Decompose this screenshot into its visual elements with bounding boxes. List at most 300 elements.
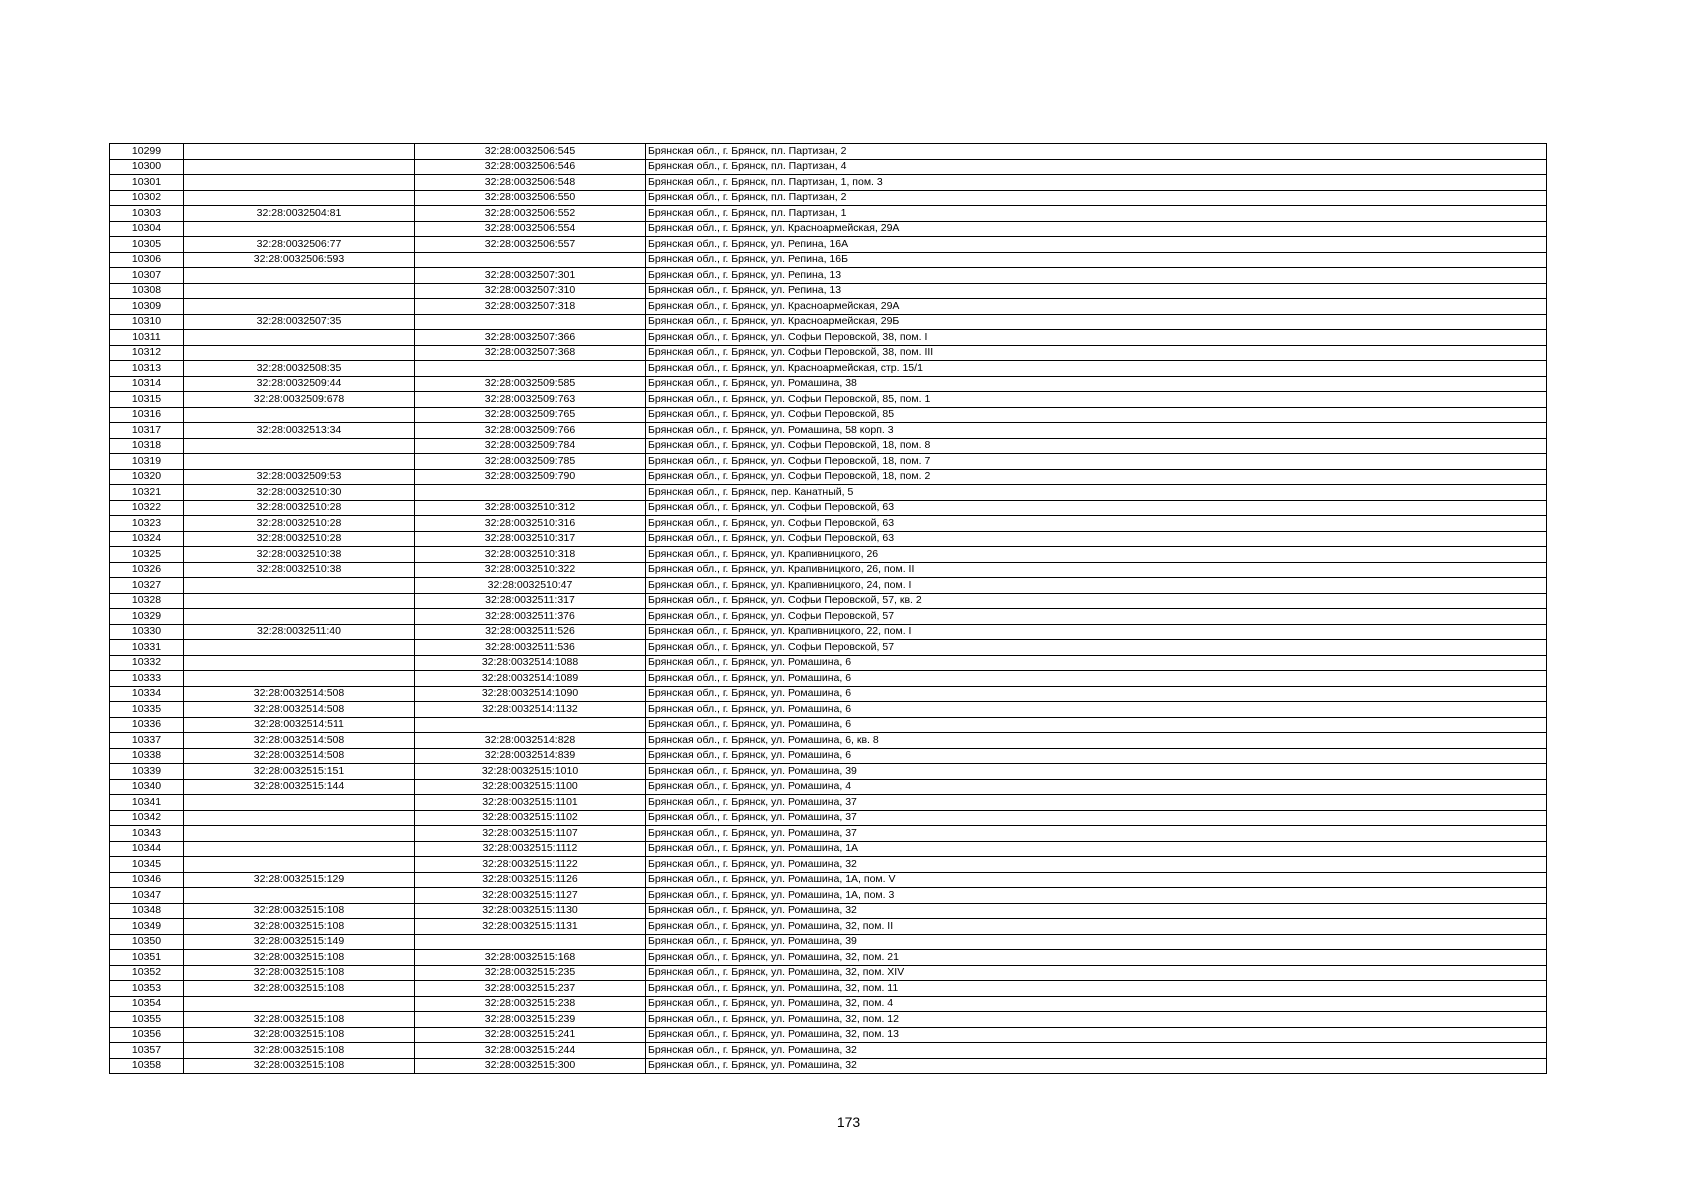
table-row	[110, 252, 1547, 268]
row-number-cell: 10329	[110, 609, 184, 625]
table-row	[110, 826, 1547, 842]
address-cell: Брянская обл., г. Брянск, ул. Ромашина, 4	[646, 779, 1547, 795]
address-cell: Брянская обл., г. Брянск, ул. Софьи Перовской, 57, кв. 2	[646, 593, 1547, 609]
address-cell: Брянская обл., г. Брянск, ул. Ромашина, 37	[646, 826, 1547, 842]
parcel-number-cell	[184, 795, 415, 811]
address-cell: Брянская обл., г. Брянск, пл. Партизан, 4	[646, 159, 1547, 175]
table-row	[110, 562, 1547, 578]
parcel-number-cell: 32:28:0032504:81	[184, 206, 415, 222]
page-number: 173	[836, 1114, 861, 1130]
parcel-number-cell: 32:28:0032515:108	[184, 1058, 415, 1074]
parcel-number-cell: 32:28:0032515:149	[184, 934, 415, 950]
object-number-cell: 32:28:0032514:1088	[415, 655, 646, 671]
row-number-cell: 10300	[110, 159, 184, 175]
object-number-cell: 32:28:0032509:585	[415, 376, 646, 392]
address-cell: Брянская обл., г. Брянск, ул. Ромашина, 32	[646, 1058, 1547, 1074]
row-number-cell: 10319	[110, 454, 184, 470]
object-number-cell: 32:28:0032515:168	[415, 950, 646, 966]
row-number-cell: 10309	[110, 299, 184, 315]
object-number-cell: 32:28:0032510:322	[415, 562, 646, 578]
row-number-cell: 10323	[110, 516, 184, 532]
address-cell: Брянская обл., г. Брянск, ул. Ромашина, 6	[646, 686, 1547, 702]
address-cell: Брянская обл., г. Брянск, ул. Ромашина, 6	[646, 717, 1547, 733]
parcel-number-cell	[184, 190, 415, 206]
row-number-cell: 10313	[110, 361, 184, 377]
table-row	[110, 733, 1547, 749]
address-cell: Брянская обл., г. Брянск, ул. Ромашина, 37	[646, 795, 1547, 811]
object-number-cell: 32:28:0032507:318	[415, 299, 646, 315]
table-row	[110, 795, 1547, 811]
table-row	[110, 1058, 1547, 1074]
table-row	[110, 872, 1547, 888]
table-row	[110, 1043, 1547, 1059]
row-number-cell: 10335	[110, 702, 184, 718]
parcel-number-cell: 32:28:0032506:593	[184, 252, 415, 268]
row-number-cell: 10339	[110, 764, 184, 780]
parcel-number-cell	[184, 609, 415, 625]
table-row	[110, 221, 1547, 237]
address-cell: Брянская обл., г. Брянск, ул. Ромашина, 6	[646, 702, 1547, 718]
address-cell: Брянская обл., г. Брянск, ул. Ромашина, 6	[646, 655, 1547, 671]
row-number-cell: 10314	[110, 376, 184, 392]
table-row	[110, 903, 1547, 919]
address-cell: Брянская обл., г. Брянск, ул. Ромашина, 6	[646, 748, 1547, 764]
address-cell: Брянская обл., г. Брянск, ул. Красноармейская, 29А	[646, 221, 1547, 237]
row-number-cell: 10337	[110, 733, 184, 749]
address-cell: Брянская обл., г. Брянск, ул. Софьи Перовской, 57	[646, 609, 1547, 625]
address-cell: Брянская обл., г. Брянск, ул. Софьи Перовской, 63	[646, 516, 1547, 532]
parcel-number-cell	[184, 345, 415, 361]
parcel-number-cell	[184, 640, 415, 656]
row-number-cell: 10333	[110, 671, 184, 687]
parcel-number-cell: 32:28:0032511:40	[184, 624, 415, 640]
address-cell: Брянская обл., г. Брянск, ул. Софьи Перовской, 57	[646, 640, 1547, 656]
parcel-number-cell	[184, 593, 415, 609]
parcel-number-cell	[184, 221, 415, 237]
object-number-cell: 32:28:0032515:1126	[415, 872, 646, 888]
object-number-cell: 32:28:0032506:545	[415, 144, 646, 160]
object-number-cell: 32:28:0032515:238	[415, 996, 646, 1012]
table-row	[110, 516, 1547, 532]
row-number-cell: 10344	[110, 841, 184, 857]
object-number-cell: 32:28:0032510:312	[415, 500, 646, 516]
table-row	[110, 268, 1547, 284]
table-row	[110, 237, 1547, 253]
row-number-cell: 10357	[110, 1043, 184, 1059]
parcel-number-cell: 32:28:0032510:38	[184, 562, 415, 578]
address-cell: Брянская обл., г. Брянск, ул. Красноармейская, 29А	[646, 299, 1547, 315]
table-row	[110, 423, 1547, 439]
object-number-cell: 32:28:0032514:828	[415, 733, 646, 749]
object-number-cell: 32:28:0032510:317	[415, 531, 646, 547]
table-body	[110, 144, 1547, 1074]
table-row	[110, 1027, 1547, 1043]
object-number-cell	[415, 252, 646, 268]
row-number-cell: 10321	[110, 485, 184, 501]
table-row	[110, 283, 1547, 299]
table-row	[110, 547, 1547, 563]
cadastral-table	[109, 143, 1547, 1074]
object-number-cell: 32:28:0032515:237	[415, 981, 646, 997]
row-number-cell: 10320	[110, 469, 184, 485]
row-number-cell: 10318	[110, 438, 184, 454]
row-number-cell: 10316	[110, 407, 184, 423]
parcel-number-cell	[184, 268, 415, 284]
row-number-cell: 10330	[110, 624, 184, 640]
parcel-number-cell: 32:28:0032515:108	[184, 1012, 415, 1028]
row-number-cell: 10331	[110, 640, 184, 656]
address-cell: Брянская обл., г. Брянск, ул. Ромашина, 32	[646, 857, 1547, 873]
address-cell: Брянская обл., г. Брянск, ул. Крапивницкого, 24, пом. I	[646, 578, 1547, 594]
object-number-cell: 32:28:0032515:300	[415, 1058, 646, 1074]
address-cell: Брянская обл., г. Брянск, ул. Ромашина, 32	[646, 903, 1547, 919]
table-row	[110, 190, 1547, 206]
parcel-number-cell	[184, 299, 415, 315]
object-number-cell: 32:28:0032514:839	[415, 748, 646, 764]
table-row	[110, 345, 1547, 361]
object-number-cell: 32:28:0032514:1132	[415, 702, 646, 718]
parcel-number-cell: 32:28:0032514:508	[184, 733, 415, 749]
table-row	[110, 593, 1547, 609]
object-number-cell: 32:28:0032511:526	[415, 624, 646, 640]
table-row	[110, 361, 1547, 377]
table-row	[110, 407, 1547, 423]
row-number-cell: 10325	[110, 547, 184, 563]
address-cell: Брянская обл., г. Брянск, пл. Партизан, 2	[646, 190, 1547, 206]
row-number-cell: 10317	[110, 423, 184, 439]
address-cell: Брянская обл., г. Брянск, ул. Репина, 16А	[646, 237, 1547, 253]
object-number-cell: 32:28:0032515:1122	[415, 857, 646, 873]
table-row	[110, 857, 1547, 873]
table-row	[110, 500, 1547, 516]
address-cell: Брянская обл., г. Брянск, ул. Ромашина, 32, пом. II	[646, 919, 1547, 935]
object-number-cell: 32:28:0032515:1010	[415, 764, 646, 780]
address-cell: Брянская обл., г. Брянск, ул. Ромашина, 37	[646, 810, 1547, 826]
parcel-number-cell: 32:28:0032515:108	[184, 950, 415, 966]
object-number-cell: 32:28:0032509:763	[415, 392, 646, 408]
address-cell: Брянская обл., г. Брянск, пер. Канатный, 5	[646, 485, 1547, 501]
address-cell: Брянская обл., г. Брянск, ул. Софьи Перовской, 85	[646, 407, 1547, 423]
row-number-cell: 10332	[110, 655, 184, 671]
parcel-number-cell: 32:28:0032510:30	[184, 485, 415, 501]
parcel-number-cell	[184, 144, 415, 160]
address-cell: Брянская обл., г. Брянск, ул. Ромашина, 1А, пом. V	[646, 872, 1547, 888]
row-number-cell: 10346	[110, 872, 184, 888]
parcel-number-cell: 32:28:0032509:678	[184, 392, 415, 408]
row-number-cell: 10351	[110, 950, 184, 966]
parcel-number-cell: 32:28:0032514:511	[184, 717, 415, 733]
table-row	[110, 702, 1547, 718]
row-number-cell: 10343	[110, 826, 184, 842]
table-row	[110, 299, 1547, 315]
address-cell: Брянская обл., г. Брянск, ул. Ромашина, 39	[646, 934, 1547, 950]
table-row	[110, 810, 1547, 826]
parcel-number-cell: 32:28:0032515:151	[184, 764, 415, 780]
row-number-cell: 10308	[110, 283, 184, 299]
address-cell: Брянская обл., г. Брянск, ул. Ромашина, 32, пом. XIV	[646, 965, 1547, 981]
object-number-cell: 32:28:0032515:1101	[415, 795, 646, 811]
parcel-number-cell: 32:28:0032508:35	[184, 361, 415, 377]
parcel-number-cell: 32:28:0032510:28	[184, 500, 415, 516]
row-number-cell: 10342	[110, 810, 184, 826]
address-cell: Брянская обл., г. Брянск, ул. Ромашина, 32, пом. 21	[646, 950, 1547, 966]
address-cell: Брянская обл., г. Брянск, ул. Ромашина, 32, пом. 4	[646, 996, 1547, 1012]
row-number-cell: 10358	[110, 1058, 184, 1074]
parcel-number-cell	[184, 330, 415, 346]
table-row	[110, 717, 1547, 733]
object-number-cell	[415, 934, 646, 950]
row-number-cell: 10324	[110, 531, 184, 547]
object-number-cell: 32:28:0032510:47	[415, 578, 646, 594]
parcel-number-cell	[184, 671, 415, 687]
row-number-cell: 10347	[110, 888, 184, 904]
object-number-cell	[415, 717, 646, 733]
table-row	[110, 454, 1547, 470]
row-number-cell: 10352	[110, 965, 184, 981]
address-cell: Брянская обл., г. Брянск, ул. Софьи Перовской, 18, пом. 8	[646, 438, 1547, 454]
table-row	[110, 996, 1547, 1012]
address-cell: Брянская обл., г. Брянск, пл. Партизан, 1, пом. 3	[646, 175, 1547, 191]
table-row	[110, 671, 1547, 687]
row-number-cell: 10353	[110, 981, 184, 997]
object-number-cell: 32:28:0032515:1112	[415, 841, 646, 857]
row-number-cell: 10336	[110, 717, 184, 733]
table-row	[110, 485, 1547, 501]
address-cell: Брянская обл., г. Брянск, ул. Красноармейская, 29Б	[646, 314, 1547, 330]
parcel-number-cell	[184, 175, 415, 191]
table-row	[110, 888, 1547, 904]
parcel-number-cell	[184, 810, 415, 826]
address-cell: Брянская обл., г. Брянск, ул. Ромашина, 32, пом. 13	[646, 1027, 1547, 1043]
parcel-number-cell: 32:28:0032506:77	[184, 237, 415, 253]
row-number-cell: 10306	[110, 252, 184, 268]
object-number-cell: 32:28:0032509:766	[415, 423, 646, 439]
object-number-cell: 32:28:0032507:310	[415, 283, 646, 299]
table-row	[110, 144, 1547, 160]
table-row	[110, 640, 1547, 656]
parcel-number-cell: 32:28:0032514:508	[184, 686, 415, 702]
object-number-cell: 32:28:0032507:301	[415, 268, 646, 284]
row-number-cell: 10327	[110, 578, 184, 594]
parcel-number-cell: 32:28:0032515:108	[184, 981, 415, 997]
object-number-cell: 32:28:0032515:1107	[415, 826, 646, 842]
address-cell: Брянская обл., г. Брянск, ул. Ромашина, 6	[646, 671, 1547, 687]
object-number-cell: 32:28:0032510:318	[415, 547, 646, 563]
object-number-cell: 32:28:0032515:1102	[415, 810, 646, 826]
row-number-cell: 10340	[110, 779, 184, 795]
address-cell: Брянская обл., г. Брянск, ул. Репина, 16Б	[646, 252, 1547, 268]
parcel-number-cell: 32:28:0032515:129	[184, 872, 415, 888]
object-number-cell: 32:28:0032514:1090	[415, 686, 646, 702]
row-number-cell: 10303	[110, 206, 184, 222]
object-number-cell: 32:28:0032506:548	[415, 175, 646, 191]
parcel-number-cell	[184, 888, 415, 904]
object-number-cell: 32:28:0032511:376	[415, 609, 646, 625]
object-number-cell: 32:28:0032509:784	[415, 438, 646, 454]
object-number-cell: 32:28:0032507:366	[415, 330, 646, 346]
parcel-number-cell	[184, 283, 415, 299]
object-number-cell: 32:28:0032515:235	[415, 965, 646, 981]
row-number-cell: 10304	[110, 221, 184, 237]
table-row	[110, 578, 1547, 594]
row-number-cell: 10334	[110, 686, 184, 702]
row-number-cell: 10355	[110, 1012, 184, 1028]
parcel-number-cell	[184, 841, 415, 857]
table-row	[110, 841, 1547, 857]
table-row	[110, 950, 1547, 966]
parcel-number-cell: 32:28:0032515:108	[184, 919, 415, 935]
row-number-cell: 10341	[110, 795, 184, 811]
table-row	[110, 392, 1547, 408]
row-number-cell: 10338	[110, 748, 184, 764]
address-cell: Брянская обл., г. Брянск, ул. Софьи Перовской, 63	[646, 500, 1547, 516]
parcel-number-cell: 32:28:0032515:108	[184, 1027, 415, 1043]
object-number-cell: 32:28:0032509:790	[415, 469, 646, 485]
parcel-number-cell: 32:28:0032510:28	[184, 516, 415, 532]
object-number-cell: 32:28:0032511:317	[415, 593, 646, 609]
table-row	[110, 206, 1547, 222]
row-number-cell: 10310	[110, 314, 184, 330]
parcel-number-cell: 32:28:0032510:38	[184, 547, 415, 563]
row-number-cell: 10299	[110, 144, 184, 160]
address-cell: Брянская обл., г. Брянск, ул. Ромашина, 58 корп. 3	[646, 423, 1547, 439]
row-number-cell: 10356	[110, 1027, 184, 1043]
parcel-number-cell: 32:28:0032514:508	[184, 748, 415, 764]
row-number-cell: 10307	[110, 268, 184, 284]
object-number-cell: 32:28:0032510:316	[415, 516, 646, 532]
table-row	[110, 438, 1547, 454]
table-row	[110, 1012, 1547, 1028]
parcel-number-cell: 32:28:0032515:144	[184, 779, 415, 795]
parcel-number-cell: 32:28:0032513:34	[184, 423, 415, 439]
parcel-number-cell	[184, 438, 415, 454]
table-row	[110, 175, 1547, 191]
row-number-cell: 10305	[110, 237, 184, 253]
object-number-cell: 32:28:0032515:1127	[415, 888, 646, 904]
parcel-number-cell	[184, 454, 415, 470]
object-number-cell: 32:28:0032506:550	[415, 190, 646, 206]
row-number-cell: 10326	[110, 562, 184, 578]
parcel-number-cell: 32:28:0032515:108	[184, 965, 415, 981]
object-number-cell: 32:28:0032511:536	[415, 640, 646, 656]
object-number-cell: 32:28:0032507:368	[415, 345, 646, 361]
object-number-cell: 32:28:0032514:1089	[415, 671, 646, 687]
object-number-cell: 32:28:0032515:241	[415, 1027, 646, 1043]
address-cell: Брянская обл., г. Брянск, пл. Партизан, 2	[646, 144, 1547, 160]
object-number-cell: 32:28:0032506:554	[415, 221, 646, 237]
address-cell: Брянская обл., г. Брянск, ул. Крапивницкого, 26	[646, 547, 1547, 563]
table-row	[110, 779, 1547, 795]
table-row	[110, 376, 1547, 392]
table-row	[110, 314, 1547, 330]
object-number-cell: 32:28:0032509:785	[415, 454, 646, 470]
table-row	[110, 965, 1547, 981]
address-cell: Брянская обл., г. Брянск, ул. Ромашина, 39	[646, 764, 1547, 780]
address-cell: Брянская обл., г. Брянск, ул. Ромашина, 6, кв. 8	[646, 733, 1547, 749]
object-number-cell: 32:28:0032515:239	[415, 1012, 646, 1028]
parcel-number-cell	[184, 578, 415, 594]
object-number-cell	[415, 314, 646, 330]
table-row	[110, 531, 1547, 547]
row-number-cell: 10349	[110, 919, 184, 935]
row-number-cell: 10301	[110, 175, 184, 191]
table-row	[110, 748, 1547, 764]
table-row	[110, 981, 1547, 997]
row-number-cell: 10345	[110, 857, 184, 873]
parcel-number-cell: 32:28:0032509:44	[184, 376, 415, 392]
object-number-cell: 32:28:0032506:546	[415, 159, 646, 175]
object-number-cell: 32:28:0032515:244	[415, 1043, 646, 1059]
address-cell: Брянская обл., г. Брянск, ул. Красноармейская, стр. 15/1	[646, 361, 1547, 377]
address-cell: Брянская обл., г. Брянск, пл. Партизан, 1	[646, 206, 1547, 222]
row-number-cell: 10322	[110, 500, 184, 516]
address-cell: Брянская обл., г. Брянск, ул. Ромашина, 1А, пом. 3	[646, 888, 1547, 904]
address-cell: Брянская обл., г. Брянск, ул. Репина, 13	[646, 268, 1547, 284]
address-cell: Брянская обл., г. Брянск, ул. Ромашина, 38	[646, 376, 1547, 392]
object-number-cell: 32:28:0032515:1130	[415, 903, 646, 919]
address-cell: Брянская обл., г. Брянск, ул. Софьи Перовской, 18, пом. 2	[646, 469, 1547, 485]
address-cell: Брянская обл., г. Брянск, ул. Софьи Перовской, 85, пом. 1	[646, 392, 1547, 408]
row-number-cell: 10311	[110, 330, 184, 346]
object-number-cell: 32:28:0032515:1100	[415, 779, 646, 795]
row-number-cell: 10350	[110, 934, 184, 950]
table-row	[110, 655, 1547, 671]
address-cell: Брянская обл., г. Брянск, ул. Крапивницкого, 26, пом. II	[646, 562, 1547, 578]
address-cell: Брянская обл., г. Брянск, ул. Софьи Перовской, 18, пом. 7	[646, 454, 1547, 470]
table-row	[110, 469, 1547, 485]
table-row	[110, 624, 1547, 640]
object-number-cell	[415, 361, 646, 377]
address-cell: Брянская обл., г. Брянск, ул. Софьи Перовской, 63	[646, 531, 1547, 547]
row-number-cell: 10328	[110, 593, 184, 609]
row-number-cell: 10302	[110, 190, 184, 206]
table-row	[110, 919, 1547, 935]
parcel-number-cell	[184, 655, 415, 671]
row-number-cell: 10348	[110, 903, 184, 919]
address-cell: Брянская обл., г. Брянск, ул. Ромашина, 32, пом. 11	[646, 981, 1547, 997]
address-cell: Брянская обл., г. Брянск, ул. Репина, 13	[646, 283, 1547, 299]
parcel-number-cell	[184, 857, 415, 873]
row-number-cell: 10354	[110, 996, 184, 1012]
table-row	[110, 330, 1547, 346]
parcel-number-cell: 32:28:0032514:508	[184, 702, 415, 718]
parcel-number-cell	[184, 826, 415, 842]
row-number-cell: 10315	[110, 392, 184, 408]
parcel-number-cell: 32:28:0032509:53	[184, 469, 415, 485]
table-row	[110, 934, 1547, 950]
table-row	[110, 686, 1547, 702]
parcel-number-cell	[184, 159, 415, 175]
address-cell: Брянская обл., г. Брянск, ул. Ромашина, 32	[646, 1043, 1547, 1059]
object-number-cell	[415, 485, 646, 501]
table-row	[110, 764, 1547, 780]
parcel-number-cell: 32:28:0032515:108	[184, 903, 415, 919]
object-number-cell: 32:28:0032509:765	[415, 407, 646, 423]
object-number-cell: 32:28:0032506:557	[415, 237, 646, 253]
table-row	[110, 159, 1547, 175]
address-cell: Брянская обл., г. Брянск, ул. Ромашина, 1А	[646, 841, 1547, 857]
address-cell: Брянская обл., г. Брянск, ул. Крапивницкого, 22, пом. I	[646, 624, 1547, 640]
address-cell: Брянская обл., г. Брянск, ул. Софьи Перовской, 38, пом. III	[646, 345, 1547, 361]
parcel-number-cell	[184, 996, 415, 1012]
object-number-cell: 32:28:0032515:1131	[415, 919, 646, 935]
parcel-number-cell: 32:28:0032515:108	[184, 1043, 415, 1059]
address-cell: Брянская обл., г. Брянск, ул. Ромашина, 32, пом. 12	[646, 1012, 1547, 1028]
object-number-cell: 32:28:0032506:552	[415, 206, 646, 222]
row-number-cell: 10312	[110, 345, 184, 361]
parcel-number-cell: 32:28:0032510:28	[184, 531, 415, 547]
parcel-number-cell	[184, 407, 415, 423]
